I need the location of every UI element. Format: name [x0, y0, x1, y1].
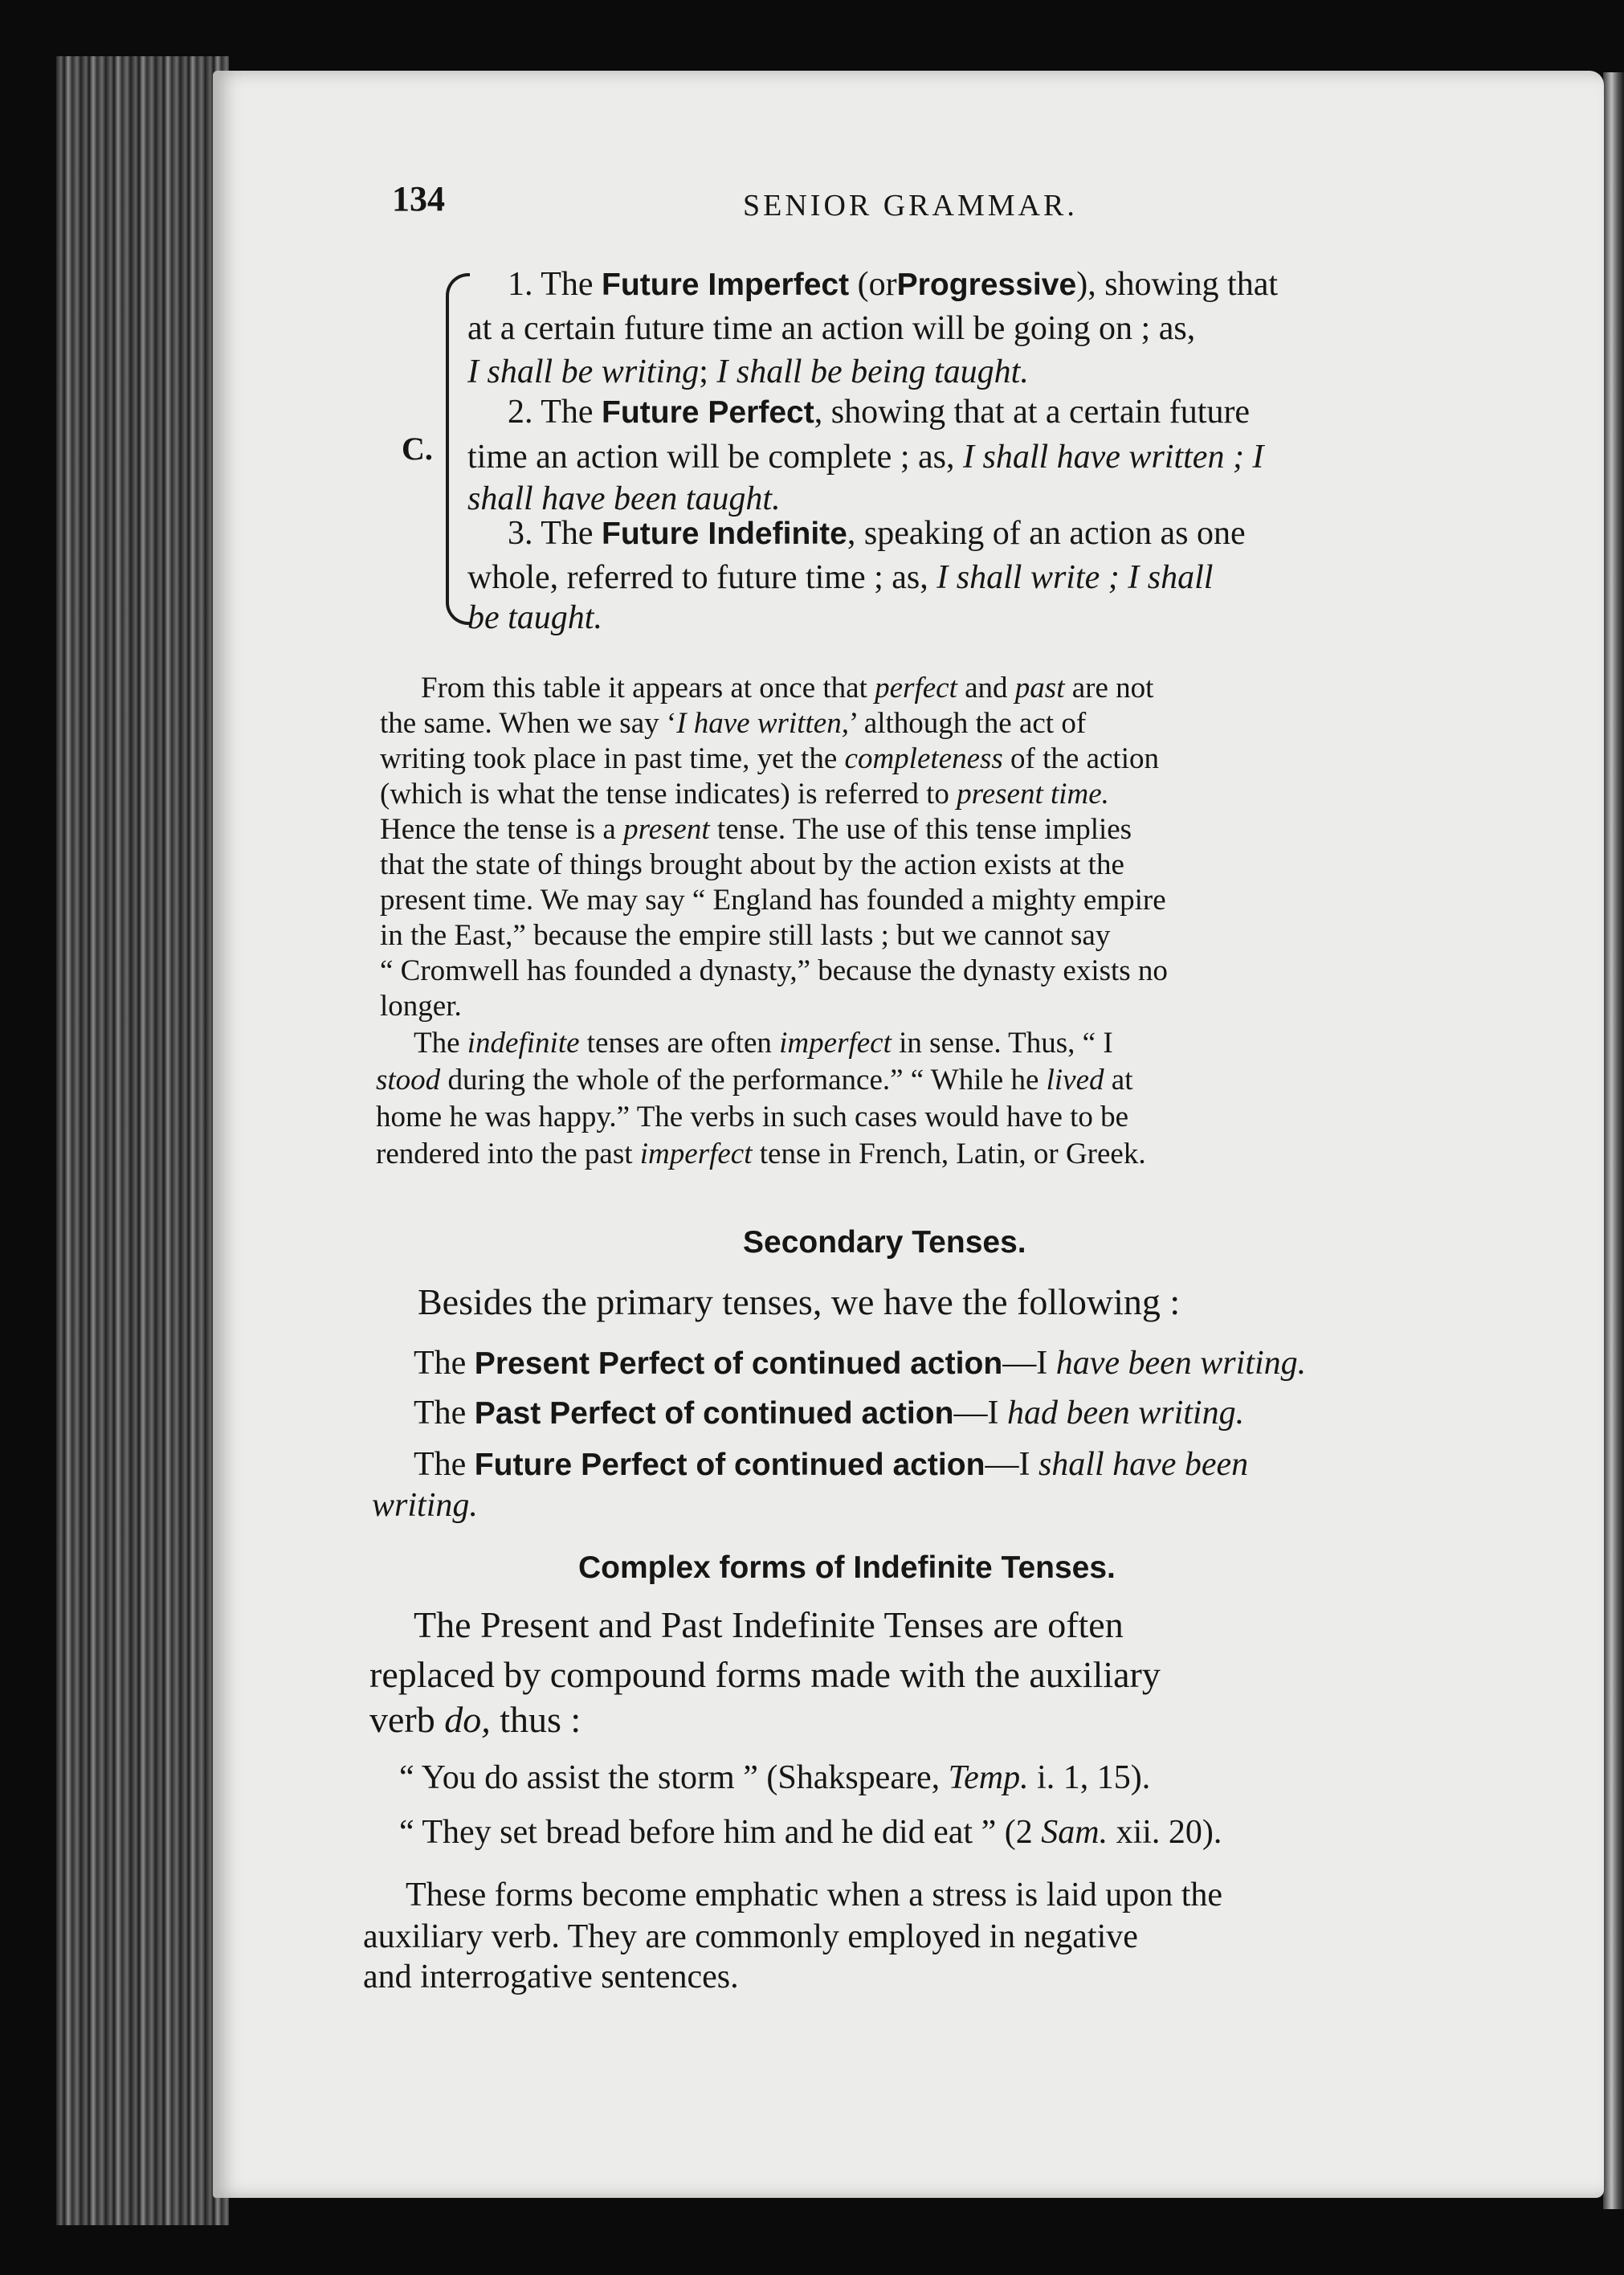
future-perfect-line-2: time an action will be complete ; as, I shall have written ; I: [467, 439, 1264, 476]
para2-line: home he was happy.” The verbs in such cases would have to be: [376, 1101, 1129, 1133]
quotation: “ You do assist the storm ” (Shakspeare, Temp. i. 1, 15).: [399, 1759, 1151, 1796]
secondary-row: The Past Perfect of continued action—I had been writing.: [414, 1395, 1245, 1432]
complex-forms-heading: Complex forms of Indefinite Tenses.: [578, 1550, 1116, 1585]
book-fore-edge: [56, 56, 229, 2225]
para1-line: “ Cromwell has founded a dynasty,” because the dynasty exists no: [380, 954, 1168, 987]
future-imperfect-examples: I shall be writing; I shall be being taught.: [467, 353, 1029, 390]
complex-line: verb do, thus :: [369, 1699, 581, 1740]
future-indefinite-examples: be taught.: [467, 599, 602, 636]
term-future-imperfect: Future Imperfect: [602, 268, 850, 302]
secondary-row: The Present Perfect of continued action—I have been writing.: [414, 1345, 1307, 1382]
para1-line: longer.: [380, 990, 462, 1023]
para1-line: Hence the tense is a present tense. The use of this tense implies: [380, 813, 1132, 846]
para1-line: in the East,” because the empire still lasts ; but we cannot say: [380, 919, 1111, 952]
page-number: 134: [392, 179, 445, 219]
future-perfect-examples: shall have been taught.: [467, 480, 781, 517]
para2-line: stood during the whole of the performance.” “ While he lived at: [376, 1064, 1133, 1097]
running-head: SENIOR GRAMMAR.: [743, 189, 1078, 223]
future-indefinite-line-2: whole, referred to future time ; as, I shall write ; I shall: [467, 559, 1214, 596]
bracket: [446, 273, 470, 625]
closing-line: These forms become emphatic when a stress is laid upon the: [406, 1877, 1223, 1914]
para2-line: The indefinite tenses are often imperfect in sense. Thus, “ I: [414, 1027, 1113, 1060]
future-indefinite-line-1: 3. The Future Indefinite, speaking of an action as one: [508, 515, 1246, 552]
para1-line: the same. When we say ‘I have written,’ although the act of: [380, 707, 1087, 740]
complex-line: The Present and Past Indefinite Tenses are often: [414, 1604, 1124, 1645]
closing-line: and interrogative sentences.: [363, 1958, 739, 1995]
quotation: “ They set bread before him and he did eat ” (2 Sam. xii. 20).: [399, 1814, 1222, 1851]
term-future-perfect: Future Perfect: [602, 395, 814, 430]
term-future-indefinite: Future Indefinite: [602, 517, 847, 551]
secondary-row-continued: writing.: [372, 1487, 478, 1524]
para1-line: (which is what the tense indicates) is referred to present time.: [380, 778, 1109, 811]
bracket-label: C.: [402, 431, 433, 467]
para1-line: From this table it appears at once that perfect and past are not: [421, 672, 1154, 705]
complex-line: replaced by compound forms made with the auxiliary: [369, 1654, 1161, 1695]
para1-line: present time. We may say “ England has founded a mighty empire: [380, 884, 1166, 917]
para1-line: that the state of things brought about by the action exists at the: [380, 848, 1124, 881]
para2-line: rendered into the past imperfect tense in French, Latin, or Greek.: [376, 1138, 1146, 1170]
secondary-tenses-heading: Secondary Tenses.: [743, 1225, 1026, 1260]
closing-line: auxiliary verb. They are commonly employed in negative: [363, 1918, 1138, 1955]
secondary-row: The Future Perfect of continued action—I shall have been: [414, 1446, 1249, 1483]
future-imperfect-line-2: at a certain future time an action will be going on ; as,: [467, 310, 1196, 347]
future-perfect-line-1: 2. The Future Perfect, showing that at a certain future: [508, 394, 1251, 431]
secondary-intro: Besides the primary tenses, we have the following :: [418, 1281, 1181, 1322]
para1-line: writing took place in past time, yet the completeness of the action: [380, 742, 1159, 775]
future-imperfect-line-1: 1. The Future Imperfect (orProgressive), showing that: [508, 266, 1279, 303]
book-right-edge: [1603, 72, 1624, 2209]
